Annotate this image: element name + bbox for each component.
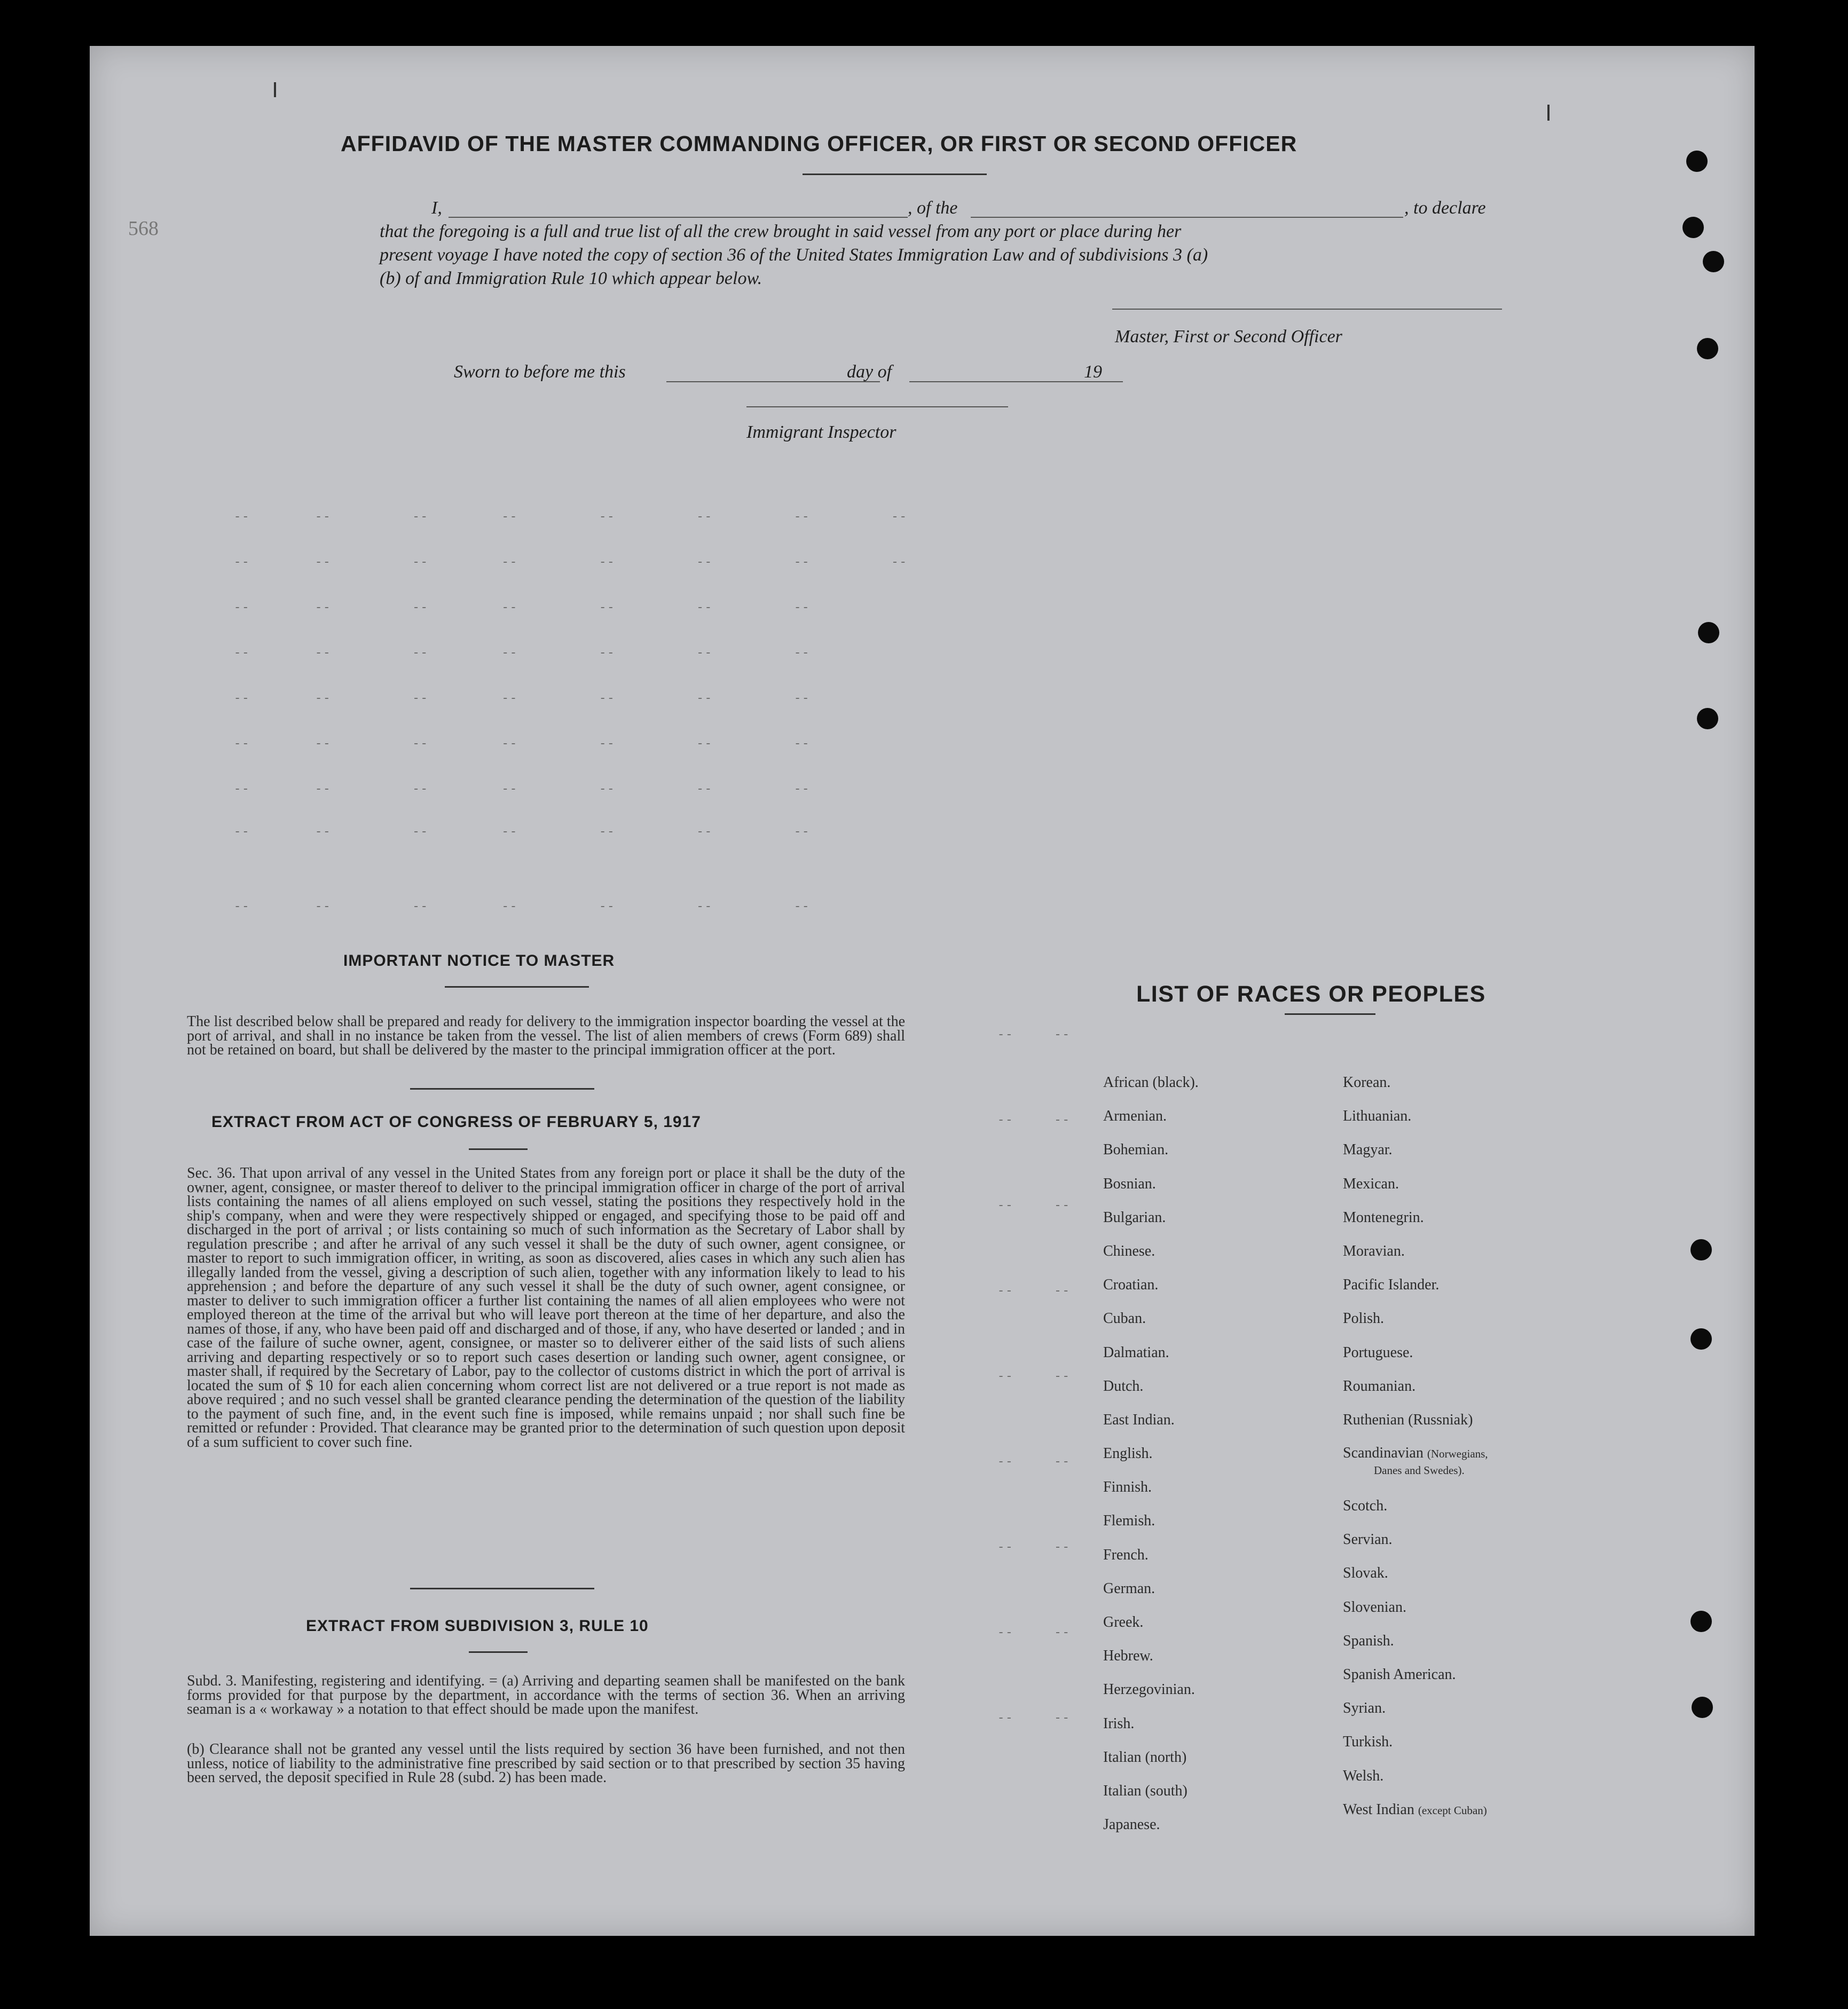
binder-hole bbox=[1692, 1697, 1713, 1718]
races-right-column bbox=[1343, 1074, 1488, 1835]
race-item-west-indian bbox=[1343, 1801, 1488, 1835]
race-item: Hebrew. bbox=[1103, 1648, 1153, 1665]
race-item: Magyar. bbox=[1343, 1141, 1393, 1159]
race-item: Ruthenian (Russniak) bbox=[1343, 1411, 1473, 1428]
notice-underline bbox=[445, 986, 589, 988]
race-item: Armenian. bbox=[1103, 1108, 1167, 1125]
race-item: Spanish. bbox=[1343, 1632, 1394, 1649]
decl-declare: , to declare bbox=[1404, 198, 1486, 218]
title-underline bbox=[803, 174, 987, 175]
binder-hole bbox=[1690, 1239, 1712, 1260]
race-item: Montenegrin. bbox=[1343, 1209, 1424, 1226]
inspector-caption: Immigrant Inspector bbox=[746, 422, 897, 442]
race-item: African (black). bbox=[1103, 1074, 1199, 1091]
vessel-blank bbox=[971, 217, 1403, 218]
decl-of: , of the bbox=[908, 198, 958, 218]
race-item-scandinavian bbox=[1343, 1445, 1488, 1498]
race-item: Dalmatian. bbox=[1103, 1344, 1169, 1361]
inspector-line bbox=[746, 406, 1008, 407]
race-item: Finnish. bbox=[1103, 1479, 1152, 1496]
race-item: Servian. bbox=[1343, 1531, 1393, 1548]
races-left-column bbox=[1103, 1074, 1199, 1850]
decl-line4: (b) of and Immigration Rule 10 which appear below. bbox=[380, 269, 762, 288]
binder-hole bbox=[1697, 338, 1718, 359]
race-item: Herzegovinian. bbox=[1103, 1681, 1195, 1698]
binder-hole bbox=[1690, 1611, 1712, 1632]
year-text: 19 bbox=[1084, 362, 1102, 382]
race-item: Polish. bbox=[1343, 1310, 1385, 1327]
race-item: Bohemian. bbox=[1103, 1141, 1169, 1159]
race-item: Mexican. bbox=[1343, 1175, 1399, 1192]
race-westindian: West Indian bbox=[1343, 1801, 1414, 1818]
decl-line3: present voyage I have noted the copy of section 36 of the United States Immigration Law and of subdivisions 3 (a) bbox=[380, 245, 1208, 265]
rule-text-a: Subd. 3. Manifesting, registering and identifying. = (a) Arriving and departing seamen shall be manifested on the bank forms provided for that purpose by the department, in accordance with the terms of section 36. When an arriving seaman is a « workaway » a notation to that effect should be made upon the manifest. bbox=[187, 1673, 905, 1718]
notice-heading: IMPORTANT NOTICE TO MASTER bbox=[343, 952, 615, 970]
act-heading: EXTRACT FROM ACT OF CONGRESS OF FEBRUARY 5, 1917 bbox=[211, 1113, 701, 1131]
race-item: Irish. bbox=[1103, 1715, 1135, 1732]
binder-hole bbox=[1697, 708, 1718, 729]
day-of-text: day of bbox=[847, 362, 892, 382]
race-item: Turkish. bbox=[1343, 1734, 1393, 1751]
notice-text: The list described below shall be prepared and ready for delivery to the immigration inspector boarding the vessel at the port of arrival, and shall in no instance be taken from the vessel. The list of alien members of crews (Form 689) shall not be retained on board, but shall be delivered by the master to the principal immigration officer at the port. bbox=[187, 1013, 905, 1058]
race-scand-note2: Danes and Swedes). bbox=[1374, 1464, 1465, 1477]
sworn-text: Sworn to before me this bbox=[454, 362, 626, 382]
name-blank bbox=[449, 217, 908, 218]
decl-line2: that the foregoing is a full and true list of all the crew brought in said vessel from any port or place during her bbox=[380, 222, 1182, 241]
margin-number: 568 bbox=[128, 217, 159, 240]
race-item: Portuguese. bbox=[1343, 1344, 1413, 1361]
race-westindian-note: (except Cuban) bbox=[1418, 1803, 1487, 1817]
act-underline bbox=[469, 1148, 528, 1150]
signer-caption: Master, First or Second Officer bbox=[1115, 327, 1342, 346]
races-heading: LIST OF RACES OR PEOPLES bbox=[1136, 981, 1486, 1007]
race-item: Pacific Islander. bbox=[1343, 1277, 1440, 1294]
race-item: English. bbox=[1103, 1445, 1153, 1462]
races-underline bbox=[1285, 1013, 1375, 1015]
stray-mark bbox=[274, 82, 276, 97]
race-scand-main: Scandinavian bbox=[1343, 1445, 1424, 1462]
signature-line bbox=[1112, 309, 1502, 310]
race-item: Dutch. bbox=[1103, 1377, 1144, 1395]
race-item: Slovenian. bbox=[1343, 1598, 1406, 1616]
race-item: Bosnian. bbox=[1103, 1175, 1156, 1192]
race-item: Roumanian. bbox=[1343, 1377, 1416, 1395]
race-item: French. bbox=[1103, 1546, 1149, 1563]
race-scand-note1: (Norwegians, bbox=[1427, 1447, 1488, 1461]
binder-hole bbox=[1703, 251, 1724, 272]
binder-hole bbox=[1682, 217, 1704, 238]
race-item: Cuban. bbox=[1103, 1310, 1146, 1327]
act-text: Sec. 36. That upon arrival of any vessel in the United States from any foreign port or place it shall be the duty of the owner, agent, consignee, or master thereof to deliver to the principal immigration officer in charge of the port of arrival lists containing the names of all aliens employed on such vessel, stating the positions they respectively hold in the ship's company, when and were they were respectively shipped or engaged, and specifying those to be paid off and discharged in the port of arrival ; or lists containing so much of such information as the Secretary of Labor shall by regulation prescribe ; and after he arrival of any such vessel it shall be the duty of such owner, agent consignee, or master to report to such immigration officer, in writing, as soon as discovered, alies cases in which any such alien has illegally landed from the vessel, giving a description of such alien, together with any information likely to lead to his apprehension ; and before the departure of any such vessel it shall be the duty of such owner, agent consignee, or master to deliver to such immigration officer a further list containing the names of all alien employees who were not employed thereon at the time of the arrival but who will leave port thereon at the time of her departure, and also the names of those, if any, who have been paid off and discharged and of those, if any, who have deserted or landed ; and in case of the failure of suche owner, agent, consignee, or master so to deliverer either of the said lists of such aliens arriving and departing respectively or so to report such cases desertion or landing such owner, agent consignee, or master shall, if required by the Secretary of Labor, pay to the collector of customs district in which the port of arrival is located the sum of $ 10 for each alien concerning whom correct list are not delivered or a true report is not made as above required ; and no such vessel shall be granted clearance pending the determination of the question of the liability to the payment of such fine, and, in the event such fine is imposed, while remains unpaid ; nor shall such fine be remitted or refunder : Provided. That clearance may be granted prior to the determination of such question upon deposit of a sum sufficient to cover such fine. bbox=[187, 1165, 905, 1451]
rule-text-b: (b) Clearance shall not be granted any vessel until the lists required by section 36 have been furnished, and not then unless, notice of liability to the administrative fine prescribed by said section or to that prescribed by section 35 having been served, the deposit specified in Rule 28 (subd. 2) has been made. bbox=[187, 1741, 905, 1786]
race-item: Korean. bbox=[1343, 1074, 1391, 1091]
act-rule bbox=[410, 1588, 594, 1589]
race-item: Slovak. bbox=[1343, 1565, 1388, 1582]
race-item: Lithuanian. bbox=[1343, 1108, 1412, 1125]
binder-hole bbox=[1698, 622, 1719, 643]
document-sheet: 568 AFFIDAVID OF THE MASTER COMMANDING OFFICER, OR FIRST OR SECOND OFFICER I, , of the , to declare that the foregoing is a full and true list of all the crew brought in said vessel from any port or place during her present voyage I have noted the copy of section 36 of the United States Immigration Law and of subdivisions 3 (a) (b) of and Immigration Rule 10 which appear below. Master, First or Second Officer Sworn to before me this day of 19 Immigrant Inspector -- -- -- -- -- -- -- -- -- -- -- -- -- -- -- -- -- -- -- -- -- -- -- -- -- -- -- -- -- -- -- -- -- -- -- -- -- -- -- -- -- -- -- -- -- -- -- -- -- -- -- -- -- -- -- -- -- -- -- -- -- -- -- -- -- -- -- -- -- -- -- -- -- -- -- -- -- -- -- -- -- -- -- IMPORTANT NOTICE TO MASTER The list described below shall be prepared and ready for delivery to the immigration inspector boarding the vessel at the port of arrival, and shall in no instance be taken from the vessel. The list of alien members of crews (Form 689) shall not be retained on board, but shall be delivered by the master to the principal immigration officer at the port. EXTRACT FROM ACT OF CONGRESS OF FEBRUARY 5, 1917 Sec. 36. That upon arrival of any vessel in the United States from any foreign port or place it shall be the duty of the owner, agent, consignee, or master thereof to deliver to the principal immigration officer in charge of the port of arrival lists containing the names of all aliens employed on such vessel, stating the positions they respectively hold in the ship's company, when and were they were respectively shipped or engaged, and specifying those to be paid off and discharged in the port of arrival ; or lists containing so much of such information as the Secretary of Labor shall by regulation prescribe ; and after he arrival of any such vessel it shall be the duty of such owner, agent consignee, or master to report to such immigration officer, in writing, as soon as discovered, alies cases in which any such alien has illegally landed from the vessel, giving a description of such alien, together with any information likely to lead to his apprehension ; and before the departure of any such vessel it shall be the duty of such owner, agent consignee, or master to deliver to such immigration officer a further list containing the names of all alien employees who were not employed thereon at the time of the arrival but who will leave port thereon at the time of her departure, and also the names of those, if any, who have been paid off and discharged and of those, if any, who have deserted or landed ; and in case of the failure of suche owner, agent, consignee, or master so to deliverer either of the said lists of such aliens arriving and departing respectively or so to report such cases desertion or landing such owner, agent consignee, or master shall, if required by the Secretary of Labor, pay to the collector of customs district in which the port of arrival is located the sum of $ 10 for each alien concerning whom correct list are not delivered or a true report is not made as above required ; and no such vessel shall be granted clearance pending the determination of the question of the liability to the payment of such fine, and, in the event such fine is imposed, while remains unpaid ; nor shall such fine be remitted or refunder : Provided. That clearance may be granted prior to the determination of such question upon deposit of a sum sufficient to cover such fine. EXTRACT FROM SUBDIVISION 3, RULE 10 Subd. 3. Manifesting, registering and identifying. = (a) Arriving and departing seamen shall be manifested on the bank forms provided for that purpose by the department, in accordance with the terms of section 36. When an arriving seaman is a « workaway » a notation to that effect should be made upon the manifest. (b) Clearance shall not be granted any vessel until the lists required by section 36 have been furnished, and not then unless, notice of liability to the administrative fine prescribed by said section or to that prescribed by section 35 having been served, the deposit specified in Rule 28 (subd. 2) has been made. LIST OF RACES OR PEOPLES African (black). Armenian. Bohemian. Bosnian. Bulgarian. Chinese. Croatian. Cuban. Dalmatian. Dutch. East Indian. English. Finnish. Flemish. French. German. Greek. Hebrew. Herzegovinian. Irish. Italian (north) Italian (south) Japanese. Korean. Lithuanian. Magyar. Mexican. Montenegrin. Moravian. Pacific Islander. Polish. Portuguese. Roumanian. Ruthenian (Russniak) Scandinavian (Norwegians, Danes and Swedes). Scotch. Servian. Slovak. Slovenian. Spanish. Spanish American. Syrian. Turkish. Welsh. West Indian (except Cuban) bbox=[90, 46, 1755, 1936]
race-item: Spanish American. bbox=[1343, 1666, 1456, 1683]
rule-underline bbox=[469, 1651, 528, 1653]
race-item: Bulgarian. bbox=[1103, 1209, 1166, 1226]
affidavit-title: AFFIDAVID OF THE MASTER COMMANDING OFFICER, OR FIRST OR SECOND OFFICER bbox=[341, 131, 1297, 156]
race-item: Flemish. bbox=[1103, 1512, 1155, 1530]
race-item: Croatian. bbox=[1103, 1277, 1159, 1294]
binder-hole bbox=[1690, 1328, 1712, 1350]
decl-i: I, bbox=[431, 198, 442, 218]
rule-heading: EXTRACT FROM SUBDIVISION 3, RULE 10 bbox=[306, 1617, 649, 1635]
race-item: Welsh. bbox=[1343, 1767, 1384, 1784]
race-item: Chinese. bbox=[1103, 1242, 1155, 1259]
race-item: Japanese. bbox=[1103, 1816, 1160, 1833]
notice-rule bbox=[410, 1088, 594, 1090]
race-item: Greek. bbox=[1103, 1614, 1144, 1630]
stray-mark bbox=[1547, 105, 1550, 121]
binder-hole bbox=[1686, 151, 1708, 172]
race-item: East Indian. bbox=[1103, 1411, 1175, 1428]
race-item: Syrian. bbox=[1343, 1700, 1386, 1717]
race-item: Italian (south) bbox=[1103, 1782, 1188, 1799]
race-item: German. bbox=[1103, 1580, 1155, 1597]
race-item: Moravian. bbox=[1343, 1242, 1405, 1259]
race-item: Italian (north) bbox=[1103, 1748, 1187, 1766]
race-item: Scotch. bbox=[1343, 1498, 1388, 1515]
